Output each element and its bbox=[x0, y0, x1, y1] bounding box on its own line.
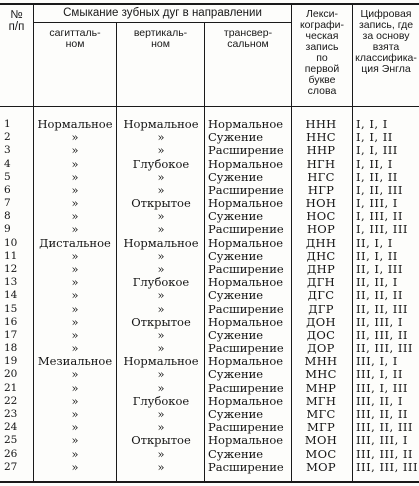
rule-top bbox=[0, 3, 419, 5]
cell-transversal: Расширение bbox=[208, 420, 284, 434]
cell-vertical: » bbox=[157, 130, 165, 144]
cell-sagittal: » bbox=[71, 196, 79, 210]
cell-transversal: Расширение bbox=[208, 262, 284, 276]
row-number: 27 bbox=[4, 461, 18, 473]
cell-digital: II, I, II bbox=[356, 249, 398, 263]
cell-digital: III, I, II bbox=[356, 367, 403, 381]
row-number: 21 bbox=[4, 382, 18, 394]
cell-vertical: » bbox=[157, 183, 165, 197]
cell-lexicographic: МГН bbox=[305, 394, 337, 408]
cell-digital: II, II, III bbox=[356, 302, 408, 316]
cell-digital: I, III, III bbox=[356, 222, 408, 236]
cell-lexicographic: ДОР bbox=[307, 341, 335, 355]
cell-sagittal: » bbox=[71, 183, 79, 197]
row-number: 3 bbox=[4, 144, 11, 156]
cell-digital: I, I, I bbox=[356, 117, 388, 131]
cell-transversal: Сужение bbox=[208, 170, 264, 184]
cell-vertical: Глубокое bbox=[132, 394, 190, 408]
cell-digital: II, I, III bbox=[356, 262, 403, 276]
row-number: 25 bbox=[4, 434, 18, 446]
header-vertical: вертикаль- ном bbox=[133, 27, 188, 50]
cell-vertical: Нормальное bbox=[123, 117, 199, 131]
cell-digital: III, II, I bbox=[356, 394, 403, 408]
cell-vertical: Нормальное bbox=[123, 236, 199, 250]
cell-transversal: Расширение bbox=[208, 341, 284, 355]
cell-sagittal: » bbox=[71, 381, 79, 395]
cell-lexicographic: ДНН bbox=[305, 236, 337, 250]
cell-sagittal: » bbox=[71, 367, 79, 381]
cell-lexicographic: НГС bbox=[307, 170, 335, 184]
cell-transversal: Сужение bbox=[208, 209, 264, 223]
row-number: 5 bbox=[4, 171, 11, 183]
cell-transversal: Нормальное bbox=[208, 394, 284, 408]
cell-vertical: » bbox=[157, 328, 165, 342]
cell-sagittal: Дистальное bbox=[39, 236, 111, 250]
rule-header-inner bbox=[33, 22, 291, 23]
row-number: 10 bbox=[4, 237, 18, 249]
cell-digital: III, III, III bbox=[356, 460, 419, 474]
cell-lexicographic: ННН bbox=[305, 117, 337, 131]
row-number: 26 bbox=[4, 448, 18, 460]
cell-digital: II, III, I bbox=[356, 315, 403, 329]
cell-vertical: » bbox=[157, 209, 165, 223]
cell-vertical: » bbox=[157, 222, 165, 236]
row-number: 6 bbox=[4, 184, 11, 196]
cell-vertical: » bbox=[157, 170, 165, 184]
cell-sagittal: » bbox=[71, 209, 79, 223]
cell-vertical: » bbox=[157, 420, 165, 434]
cell-lexicographic: НГН bbox=[306, 157, 336, 171]
cell-sagittal: » bbox=[71, 143, 79, 157]
cell-lexicographic: ДНС bbox=[306, 249, 336, 263]
cell-digital: I, I, III bbox=[356, 143, 398, 157]
cell-vertical: » bbox=[157, 341, 165, 355]
row-number: 13 bbox=[4, 276, 18, 288]
cell-transversal: Нормальное bbox=[208, 157, 284, 171]
cell-sagittal: Мезиальное bbox=[37, 354, 113, 368]
cell-transversal: Сужение bbox=[208, 130, 264, 144]
cell-lexicographic: МНР bbox=[305, 381, 337, 395]
cell-vertical: » bbox=[157, 288, 165, 302]
cell-digital: II, II, II bbox=[356, 288, 403, 302]
cell-vertical: » bbox=[157, 367, 165, 381]
header-transversal: трансвер- сальном bbox=[223, 27, 273, 50]
cell-sagittal: » bbox=[71, 130, 79, 144]
row-number: 22 bbox=[4, 395, 18, 407]
cell-vertical: » bbox=[157, 302, 165, 316]
cell-digital: III, III, II bbox=[356, 447, 413, 461]
cell-sagittal: » bbox=[71, 447, 79, 461]
cell-transversal: Нормальное bbox=[208, 275, 284, 289]
cell-vertical: Глубокое bbox=[132, 157, 190, 171]
cell-vertical: Глубокое bbox=[132, 275, 190, 289]
cell-digital: III, II, III bbox=[356, 420, 413, 434]
row-number: 18 bbox=[4, 342, 18, 354]
cell-sagittal: » bbox=[71, 407, 79, 421]
cell-transversal: Расширение bbox=[208, 183, 284, 197]
cell-sagittal: » bbox=[71, 420, 79, 434]
row-number: 9 bbox=[4, 223, 11, 235]
header-sagittal: сагитталь- ном bbox=[49, 27, 101, 50]
row-number: 20 bbox=[4, 368, 18, 380]
row-number: 12 bbox=[4, 263, 18, 275]
cell-transversal: Сужение bbox=[208, 288, 264, 302]
cell-lexicographic: МГС bbox=[306, 407, 336, 421]
cell-sagittal: » bbox=[71, 302, 79, 316]
cell-digital: III, I, III bbox=[356, 381, 408, 395]
cell-vertical: » bbox=[157, 460, 165, 474]
cell-lexicographic: ДГС bbox=[307, 288, 335, 302]
row-number: 19 bbox=[4, 355, 18, 367]
rule-header-bottom bbox=[0, 106, 419, 107]
cell-digital: I, II, II bbox=[356, 170, 398, 184]
cell-transversal: Нормальное bbox=[208, 236, 284, 250]
cell-sagittal: » bbox=[71, 460, 79, 474]
cell-lexicographic: МОС bbox=[305, 447, 337, 461]
cell-digital: II, I, I bbox=[356, 236, 393, 250]
cell-vertical: » bbox=[157, 407, 165, 421]
header-digital: Цифровая запись, где за основу взята классифика- ция Энгла bbox=[355, 8, 417, 75]
cell-transversal: Сужение bbox=[208, 367, 264, 381]
cell-transversal: Расширение bbox=[208, 222, 284, 236]
cell-transversal: Сужение bbox=[208, 447, 264, 461]
cell-lexicographic: МГР bbox=[306, 420, 336, 434]
cell-sagittal: » bbox=[71, 341, 79, 355]
cell-sagittal: » bbox=[71, 288, 79, 302]
row-number: 4 bbox=[4, 158, 11, 170]
cell-vertical: » bbox=[157, 249, 165, 263]
cell-sagittal: » bbox=[71, 433, 79, 447]
cell-sagittal: » bbox=[71, 275, 79, 289]
cell-lexicographic: ННР bbox=[306, 143, 336, 157]
cell-lexicographic: МОН bbox=[304, 433, 338, 447]
cell-lexicographic: ДГН bbox=[307, 275, 335, 289]
cell-vertical: Открытое bbox=[131, 433, 191, 447]
row-number: 14 bbox=[4, 289, 18, 301]
cell-digital: II, III, III bbox=[356, 341, 413, 355]
cell-transversal: Расширение bbox=[208, 460, 284, 474]
cell-transversal: Сужение bbox=[208, 328, 264, 342]
cell-sagittal: » bbox=[71, 328, 79, 342]
header-group: Смыкание зубных дуг в направлении bbox=[63, 7, 262, 19]
rule-col-1 bbox=[33, 4, 34, 482]
cell-lexicographic: МНН bbox=[304, 354, 338, 368]
cell-digital: III, III, I bbox=[356, 433, 408, 447]
cell-vertical: » bbox=[157, 143, 165, 157]
cell-transversal: Сужение bbox=[208, 407, 264, 421]
cell-vertical: Нормальное bbox=[123, 354, 199, 368]
cell-digital: I, III, II bbox=[356, 209, 403, 223]
cell-transversal: Расширение bbox=[208, 381, 284, 395]
cell-sagittal: » bbox=[71, 394, 79, 408]
row-number: 11 bbox=[4, 250, 18, 262]
cell-sagittal: » bbox=[71, 262, 79, 276]
row-number: 7 bbox=[4, 197, 11, 209]
cell-digital: I, II, I bbox=[356, 157, 393, 171]
cell-vertical: Открытое bbox=[131, 315, 191, 329]
cell-lexicographic: НОС bbox=[306, 209, 336, 223]
header-number: № п/п bbox=[8, 9, 25, 33]
cell-digital: II, II, I bbox=[356, 275, 398, 289]
row-number: 24 bbox=[4, 421, 18, 433]
cell-transversal: Нормальное bbox=[208, 117, 284, 131]
cell-lexicographic: НОР bbox=[306, 222, 336, 236]
cell-vertical: » bbox=[157, 262, 165, 276]
cell-digital: I, II, III bbox=[356, 183, 403, 197]
cell-lexicographic: НОН bbox=[305, 196, 337, 210]
row-number: 1 bbox=[4, 118, 11, 130]
header-lexicographic: Лекси- кографи- ческая запись по первой букве слова bbox=[299, 8, 345, 97]
row-number: 2 bbox=[4, 131, 11, 143]
cell-digital: II, III, II bbox=[356, 328, 408, 342]
cell-digital: III, I, I bbox=[356, 354, 398, 368]
row-number: 15 bbox=[4, 303, 18, 315]
cell-sagittal: » bbox=[71, 157, 79, 171]
cell-vertical: » bbox=[157, 381, 165, 395]
cell-transversal: Расширение bbox=[208, 143, 284, 157]
row-number: 17 bbox=[4, 329, 18, 341]
cell-digital: III, II, II bbox=[356, 407, 408, 421]
cell-lexicographic: ДНР bbox=[306, 262, 336, 276]
cell-transversal: Сужение bbox=[208, 249, 264, 263]
cell-transversal: Нормальное bbox=[208, 315, 284, 329]
cell-transversal: Расширение bbox=[208, 302, 284, 316]
row-number: 8 bbox=[4, 210, 11, 222]
cell-lexicographic: ННС bbox=[306, 130, 336, 144]
cell-sagittal: Нормальное bbox=[37, 117, 113, 131]
cell-transversal: Нормальное bbox=[208, 196, 284, 210]
cell-digital: I, III, I bbox=[356, 196, 398, 210]
cell-sagittal: » bbox=[71, 170, 79, 184]
cell-sagittal: » bbox=[71, 222, 79, 236]
row-number: 16 bbox=[4, 316, 18, 328]
cell-lexicographic: МНС bbox=[305, 367, 337, 381]
cell-vertical: » bbox=[157, 447, 165, 461]
cell-lexicographic: ДОН bbox=[306, 315, 336, 329]
cell-transversal: Нормальное bbox=[208, 354, 284, 368]
cell-digital: I, I, II bbox=[356, 130, 393, 144]
cell-transversal: Нормальное bbox=[208, 433, 284, 447]
rule-bottom bbox=[0, 481, 419, 483]
cell-lexicographic: МОР bbox=[306, 460, 336, 474]
row-number: 23 bbox=[4, 408, 18, 420]
cell-lexicographic: ДОС bbox=[306, 328, 336, 342]
cell-sagittal: » bbox=[71, 315, 79, 329]
cell-vertical: Открытое bbox=[131, 196, 191, 210]
cell-lexicographic: НГР bbox=[307, 183, 335, 197]
cell-sagittal: » bbox=[71, 249, 79, 263]
cell-lexicographic: ДГР bbox=[308, 302, 334, 316]
